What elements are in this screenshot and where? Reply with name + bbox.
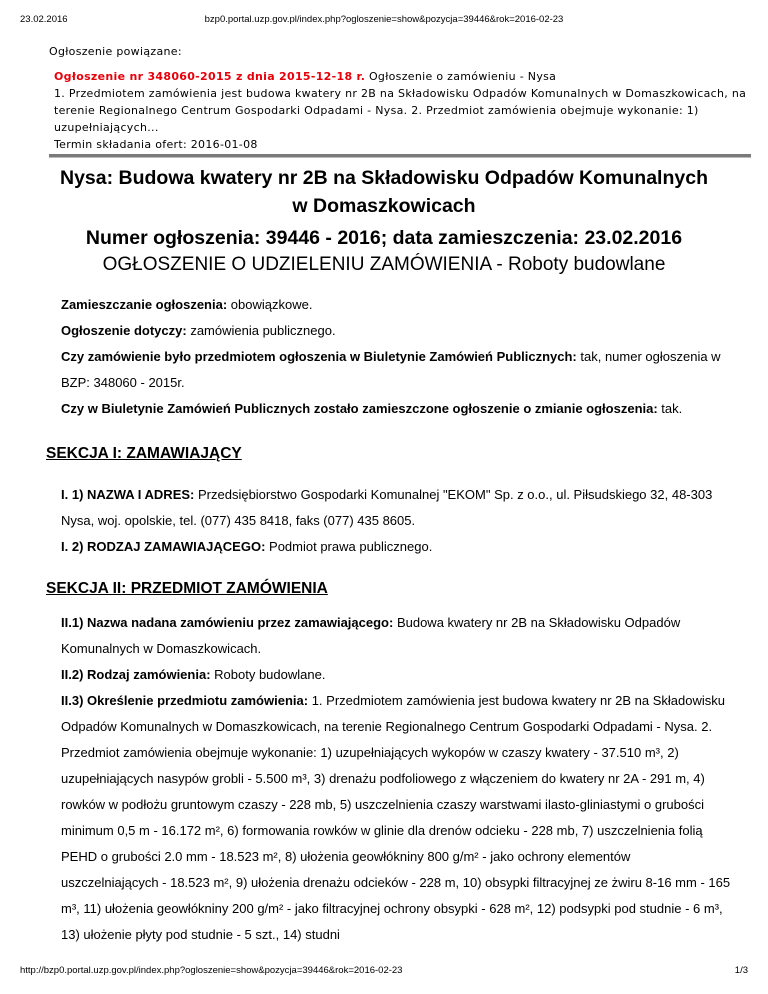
related-link-suffix: Ogłoszenie o zamówieniu - Nysa bbox=[365, 70, 557, 83]
field-label: Ogłoszenie dotyczy: bbox=[61, 323, 187, 338]
section-1-title: SEKCJA I: ZAMAWIAJĄCY bbox=[46, 445, 242, 462]
related-description: 1. Przedmiotem zamówienia jest budowa kwatery nr 2B na Składowisku Odpadów Komunalnych w Domaszkowicach, na terenie Regionalnego Centrum Gospodarki Odpadami - Nysa. 2. Przedmiot zamówienia obejmuje wykonanie: 1) uzupełniających... bbox=[54, 87, 747, 134]
section-1-body bbox=[61, 482, 731, 560]
field-contractor-type bbox=[61, 534, 731, 560]
field-label: Zamieszczanie ogłoszenia: bbox=[61, 297, 228, 312]
field-name-address bbox=[61, 482, 731, 534]
field-value: zamówienia publicznego. bbox=[186, 323, 336, 338]
field-label: II.2) Rodzaj zamówienia: bbox=[61, 667, 211, 682]
related-deadline: Termin składania ofert: 2016-01-08 bbox=[54, 138, 258, 151]
section-2-title: SEKCJA II: PRZEDMIOT ZAMÓWIENIA bbox=[46, 580, 328, 597]
field-concerns bbox=[61, 318, 731, 344]
field-value: Podmiot prawa publicznego. bbox=[265, 539, 433, 554]
field-label: I. 2) RODZAJ ZAMAWIAJĄCEGO: bbox=[61, 539, 266, 554]
footer-url: http://bzp0.portal.uzp.gov.pl/index.php?ogloszenie=show&pozycja=39446&rok=2016-02-23 bbox=[20, 965, 403, 976]
field-value: tak. bbox=[657, 401, 683, 416]
field-value: 1. Przedmiotem zamówienia jest budowa kwatery nr 2B na Składowisku Odpadów Komunalnych w Domaszkowicach, na terenie Regionalnego Centrum Gospodarki Odpadami - Nysa. 2. Przedmiot zamówienia obejmuje wykonanie: 1) uzupełniających wykopów w czaszy kwatery - 37.510 m³, 2) uzupełniających nasypów grobli - 5.500 m³, 3) drenażu podfoliowego z włączeniem do kwatery nr 2A - 291 m, 4) rowków w podłożu gruntowym czaszy - 228 mb, 5) uszczelnienia czaszy warstwami ilasto-gliniastymi o grubości minimum 0,5 m - 16.172 m², 6) formowania rowków w glinie dla drenów odcieku - 228 mb, 7) uszczelnienia folią PEHD o grubości 2.0 mm - 18.523 m², 8) ułożenia geowłókniny 800 g/m² - jako ochrony elementów uszczelniających - 18.523 m², 9) ułożenia drenażu odcieków - 228 m, 10) obsypki filtracyjnej ze żwiru 8-16 mm - 165 m³, 11) ułożenia geowłókniny 200 g/m² - jako filtracyjnej ochrony obsypki - 628 m², 12) podsypki pod studnie - 6 m³, 13) ułożenie płyty pod studnie - 5 szt., 14) studni bbox=[61, 693, 731, 942]
print-url: bzp0.portal.uzp.gov.pl/index.php?ogloszenie=show&pozycja=39446&rok=2016-02-23 bbox=[204, 14, 564, 25]
field-value: Roboty budowlane. bbox=[210, 667, 326, 682]
intro-fields bbox=[61, 292, 731, 422]
section-2-body bbox=[61, 610, 731, 948]
print-date: 23.02.2016 bbox=[20, 14, 68, 25]
field-value: Budowa kwatery nr 2B na Składowisku Odpadów Komunalnych w Domaszkowicach. bbox=[61, 615, 681, 656]
field-label: II.3) Określenie przedmiotu zamówienia: bbox=[61, 693, 309, 708]
field-label: Czy zamówienie było przedmiotem ogłoszenia w Biuletynie Zamówień Publicznych: bbox=[61, 349, 577, 364]
field-bzp-change bbox=[61, 396, 731, 422]
field-value: tak, numer ogłoszenia w BZP: 348060 - 2015r. bbox=[61, 349, 721, 390]
field-order-name bbox=[61, 610, 731, 662]
field-label: Czy w Biuletynie Zamówień Publicznych zostało zamieszczone ogłoszenie o zmianie ogłoszenia: bbox=[61, 401, 658, 416]
divider bbox=[49, 154, 751, 158]
field-bzp-notice bbox=[61, 344, 731, 396]
field-order-subject bbox=[61, 688, 731, 948]
field-label: II.1) Nazwa nadana zamówieniu przez zamawiającego: bbox=[61, 615, 394, 630]
related-label: Ogłoszenie powiązane: bbox=[49, 45, 182, 58]
notice-type: OGŁOSZENIE O UDZIELENIU ZAMÓWIENIA - Roboty budowlane bbox=[102, 254, 666, 275]
related-notice bbox=[49, 45, 751, 153]
field-order-type bbox=[61, 662, 731, 688]
notice-number: Numer ogłoszenia: 39446 - 2016; data zamieszczenia: 23.02.2016 bbox=[85, 227, 683, 249]
field-label: I. 1) NAZWA I ADRES: bbox=[61, 487, 195, 502]
field-posting bbox=[61, 292, 731, 318]
page-number: 1/3 bbox=[734, 965, 748, 976]
field-value: Przedsiębiorstwo Gospodarki Komunalnej "EKOM" Sp. z o.o., ul. Piłsudskiego 32, 48-303 Nysa, woj. opolskie, tel. (077) 435 8418, faks (077) 435 8605. bbox=[61, 487, 713, 528]
field-value: obowiązkowe. bbox=[227, 297, 313, 312]
page-title: Nysa: Budowa kwatery nr 2B na Składowisku Odpadów Komunalnych w Domaszkowicach bbox=[60, 167, 708, 217]
title-block bbox=[60, 164, 708, 278]
related-notice-link[interactable]: Ogłoszenie nr 348060-2015 z dnia 2015-12-18 r. bbox=[54, 70, 366, 83]
